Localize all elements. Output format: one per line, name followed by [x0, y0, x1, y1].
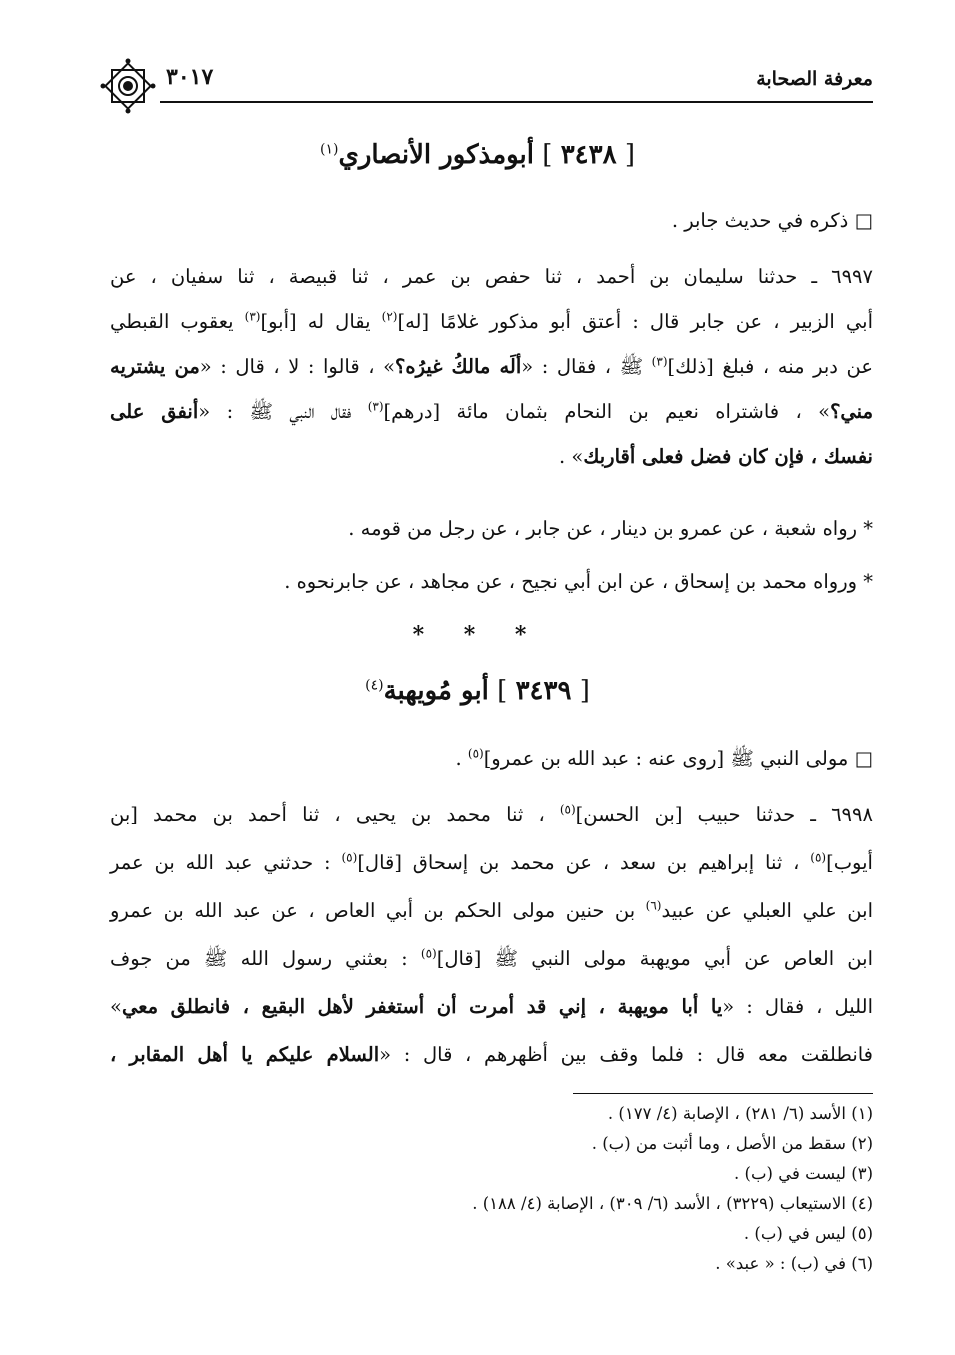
- footnote-item: (٥) ليس في (ب) .: [743, 1224, 873, 1243]
- text-run: ، ثنا محمد بن يحيى ، ثنا أحمد بن محمد [بن: [110, 803, 560, 826]
- footnote-ref: (٦): [645, 898, 662, 913]
- text-run: : حدثني عبد الله بن عمر: [110, 851, 342, 874]
- entry-intro: □ ذكره في حديث جابر .: [671, 209, 873, 232]
- entry-name: أبو مُويهبة: [383, 676, 489, 706]
- text-line: [110, 442, 873, 471]
- section-separator: * * *: [412, 622, 543, 648]
- text-line: [110, 352, 873, 381]
- text-run: يا أبا مويهبة ، إني قد أمرت أن أستغفر لأهل البقيع ، فانطلق معي: [121, 995, 723, 1018]
- text-run: ٦٩٩٧ ـ حدثنا سليمان بن أحمد ، ثنا حفص بن عمر ، ثنا قبيصة ، ثنا سفيان ، عن: [110, 265, 873, 288]
- text-line: [110, 307, 873, 336]
- text-run: ، ثنا إبراهيم بن سعد ، عن محمد بن إسحاق [قال]: [357, 851, 811, 874]
- text-line: [110, 848, 873, 877]
- footnote-ref: (٥): [559, 802, 576, 817]
- entry-name: أبومذكور الأنصاري: [338, 140, 535, 170]
- text-line: [110, 944, 873, 973]
- intro-text: .: [455, 747, 468, 770]
- footnote-item: (٤) الاستيعاب (٣٢٢٩) ، الأسد (٦/ ٣٠٩) ، الإصابة (٤/ ١٨٨) .: [472, 1194, 873, 1213]
- running-title: معرفة الصحابة: [756, 68, 873, 90]
- page-header: [100, 58, 873, 104]
- text-run: »: [110, 995, 122, 1018]
- text-run: أبي الزبير ، عن جابر قال : أعتق أبو مذكور غلامًا [له]: [397, 310, 873, 333]
- text-run: يقال له [أبو]: [260, 310, 382, 333]
- footnote-ref: (٥): [420, 946, 437, 961]
- text-run: السلام عليكم يا أهل المقابر ،: [110, 1043, 380, 1066]
- text-run: ابن العاص عن أبي مويهبة مولى النبي ﷺ [قال]: [436, 947, 873, 970]
- text-run: ﷺ ، فقال : «: [521, 355, 652, 378]
- text-line: [110, 397, 873, 426]
- footnote-ref: (٢): [381, 309, 398, 324]
- text-run: فقال النبي ﷺ : «: [198, 400, 368, 423]
- text-run: عن دبر منه ، فبلغ [ذلك]: [667, 355, 873, 378]
- text-run: بن حنين مولى الحكم بن أبي العاص ، عن عبد الله بن عمرو: [110, 899, 646, 922]
- text-run: » ، فاشتراه نعيم بن النحام بثمان مائة [درهم]: [383, 400, 831, 423]
- text-run: : بعثني رسول الله ﷺ من جوف: [110, 947, 421, 970]
- intro-text: □ مولى النبي ﷺ [روى عنه : عبد الله بن عمرو]: [483, 747, 873, 770]
- text-line: [110, 992, 873, 1021]
- footnote-item: (١) الأسد (٦/ ٢٨١) ، الإصابة (٤/ ١٧٧) .: [607, 1104, 873, 1123]
- footnote-ref: (١): [320, 141, 339, 158]
- text-run: فانطلقت معه قال : فلما وقف بين أظهرهم ، قال : «: [379, 1043, 874, 1066]
- footnote-ref: (٣): [367, 399, 384, 414]
- entry-number: ٣٤٣٩: [515, 676, 572, 706]
- text-run: من يشتريه: [110, 355, 200, 378]
- text-run: » .: [558, 445, 584, 468]
- rosette-ornament-icon: [100, 58, 156, 114]
- footnote-ref: (٥): [467, 746, 484, 761]
- footnote-ref: (٤): [365, 677, 384, 694]
- entry-title-3438: [ ٣٤٣٨ ] أبومذكور الأنصاري$^{(١)}$: [320, 140, 635, 170]
- footnote-ref: (٣): [244, 309, 261, 324]
- text-run: مني؟: [830, 400, 874, 423]
- entry-title-3439: [ ٣٤٣٩ ] أبو مُويهبة$^{(٤)}$: [365, 676, 590, 706]
- footnote-ref: (٥): [810, 850, 827, 865]
- text-run: ٦٩٩٨ ـ حدثنا حبيب [بن الحسن]: [575, 803, 873, 826]
- page-number: ٣٠١٧: [166, 64, 214, 90]
- text-run: ألَه مالكُ غيرُه؟: [395, 355, 522, 378]
- entry-intro: [455, 744, 873, 773]
- text-line: [110, 896, 873, 925]
- footnote-item: (٦) في (ب) : « عبد» .: [715, 1254, 873, 1273]
- footnote-ref: (٥): [341, 850, 358, 865]
- narration-line: * رواه شعبة ، عن عمرو بن دينار ، عن جابر ، عن رجل من قومه .: [348, 517, 873, 540]
- text-line: [110, 800, 873, 829]
- text-line: [110, 1040, 873, 1069]
- footnote-rule: [573, 1093, 873, 1094]
- text-run: يعقوب القبطي: [110, 310, 245, 333]
- entry-number: ٣٤٣٨: [560, 140, 617, 170]
- text-run: أيوب]: [826, 851, 873, 874]
- text-run: نفسك ، فإن كان فضل فعلى أقاربك: [583, 445, 873, 468]
- footnote-item: (٣) ليست في (ب) .: [734, 1164, 873, 1183]
- header-rule: [160, 101, 873, 103]
- text-run: الليل ، فقال : «: [722, 995, 873, 1018]
- footnote-item: (٢) سقط من الأصل ، وما أثبت من (ب) .: [591, 1134, 873, 1153]
- text-run: » ، قالوا : لا ، قال : «: [199, 355, 396, 378]
- narration-line: * ورواه محمد بن إسحاق ، عن ابن أبي نجيح ، عن مجاهد ، عن جابرنحوه .: [284, 570, 873, 593]
- text-run: أنفق على: [110, 400, 199, 423]
- footnote-ref: (٣): [651, 354, 668, 369]
- text-run: ابن علي العبلي عن عبيد: [661, 899, 873, 922]
- text-line: [110, 262, 873, 291]
